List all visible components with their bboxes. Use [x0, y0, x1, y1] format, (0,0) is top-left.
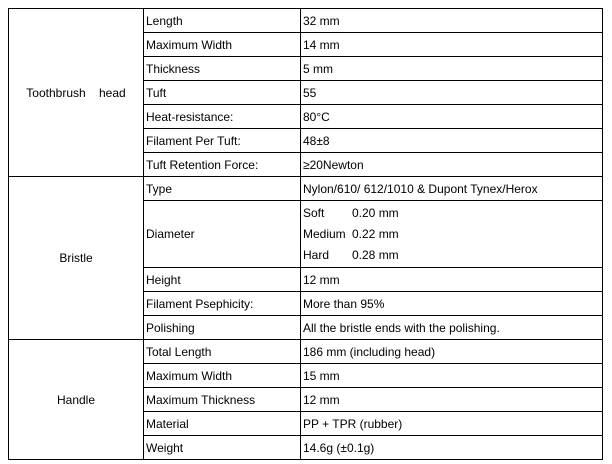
diameter-size: 0.22 mm	[352, 226, 399, 241]
diameter-grade: Medium	[303, 226, 346, 241]
spec-key: Type	[144, 177, 301, 201]
spec-key: Length	[144, 9, 301, 33]
spec-value: 48±8	[301, 129, 603, 153]
spec-key: Total Length	[144, 340, 301, 364]
spec-key: Tuft Retention Force:	[144, 153, 301, 177]
section-label-handle: Handle	[9, 340, 144, 460]
diameter-line-hard	[303, 245, 600, 266]
spec-value: 14 mm	[301, 33, 603, 57]
spec-key: Thickness	[144, 57, 301, 81]
spec-key: Filament Per Tuft:	[144, 129, 301, 153]
spec-value: 55	[301, 81, 603, 105]
diameter-grade: Soft	[303, 205, 325, 220]
spec-value: 80°C	[301, 105, 603, 129]
spec-value: 14.6g (±0.1g)	[301, 436, 603, 460]
spec-value: Nylon/610/ 612/1010 & Dupont Tynex/Herox	[301, 177, 603, 201]
spec-key: Weight	[144, 436, 301, 460]
spec-value: PP + TPR (rubber)	[301, 412, 603, 436]
section-label-bristle: Bristle	[9, 177, 144, 340]
spec-key: Diameter	[144, 201, 301, 268]
table-row	[9, 9, 603, 33]
diameter-line-soft	[303, 203, 600, 224]
spec-value: 15 mm	[301, 364, 603, 388]
table-row	[9, 177, 603, 201]
diameter-size: 0.28 mm	[352, 247, 399, 262]
spec-value: All the bristle ends with the polishing.	[301, 316, 603, 340]
spec-key: Tuft	[144, 81, 301, 105]
spec-key: Height	[144, 268, 301, 292]
spec-key: Material	[144, 412, 301, 436]
spec-key: Heat-resistance:	[144, 105, 301, 129]
spec-key: Maximum Width	[144, 33, 301, 57]
spec-key: Maximum Thickness	[144, 388, 301, 412]
spec-key: Maximum Width	[144, 364, 301, 388]
diameter-line-medium	[303, 224, 600, 245]
spec-value: 12 mm	[301, 388, 603, 412]
spec-value: 5 mm	[301, 57, 603, 81]
spec-key: Polishing	[144, 316, 301, 340]
spec-value: 186 mm (including head)	[301, 340, 603, 364]
spec-key: Filament Psephicity:	[144, 292, 301, 316]
spec-value: ≥20Newton	[301, 153, 603, 177]
spec-value: 32 mm	[301, 9, 603, 33]
diameter-size: 0.20 mm	[352, 205, 399, 220]
spec-value: 12 mm	[301, 268, 603, 292]
spec-table	[8, 8, 603, 460]
diameter-values	[301, 201, 603, 268]
table-row	[9, 340, 603, 364]
diameter-grade: Hard	[303, 247, 330, 262]
spec-value: More than 95%	[301, 292, 603, 316]
section-label-toothbrush-head: Toothbrush head	[9, 9, 144, 177]
